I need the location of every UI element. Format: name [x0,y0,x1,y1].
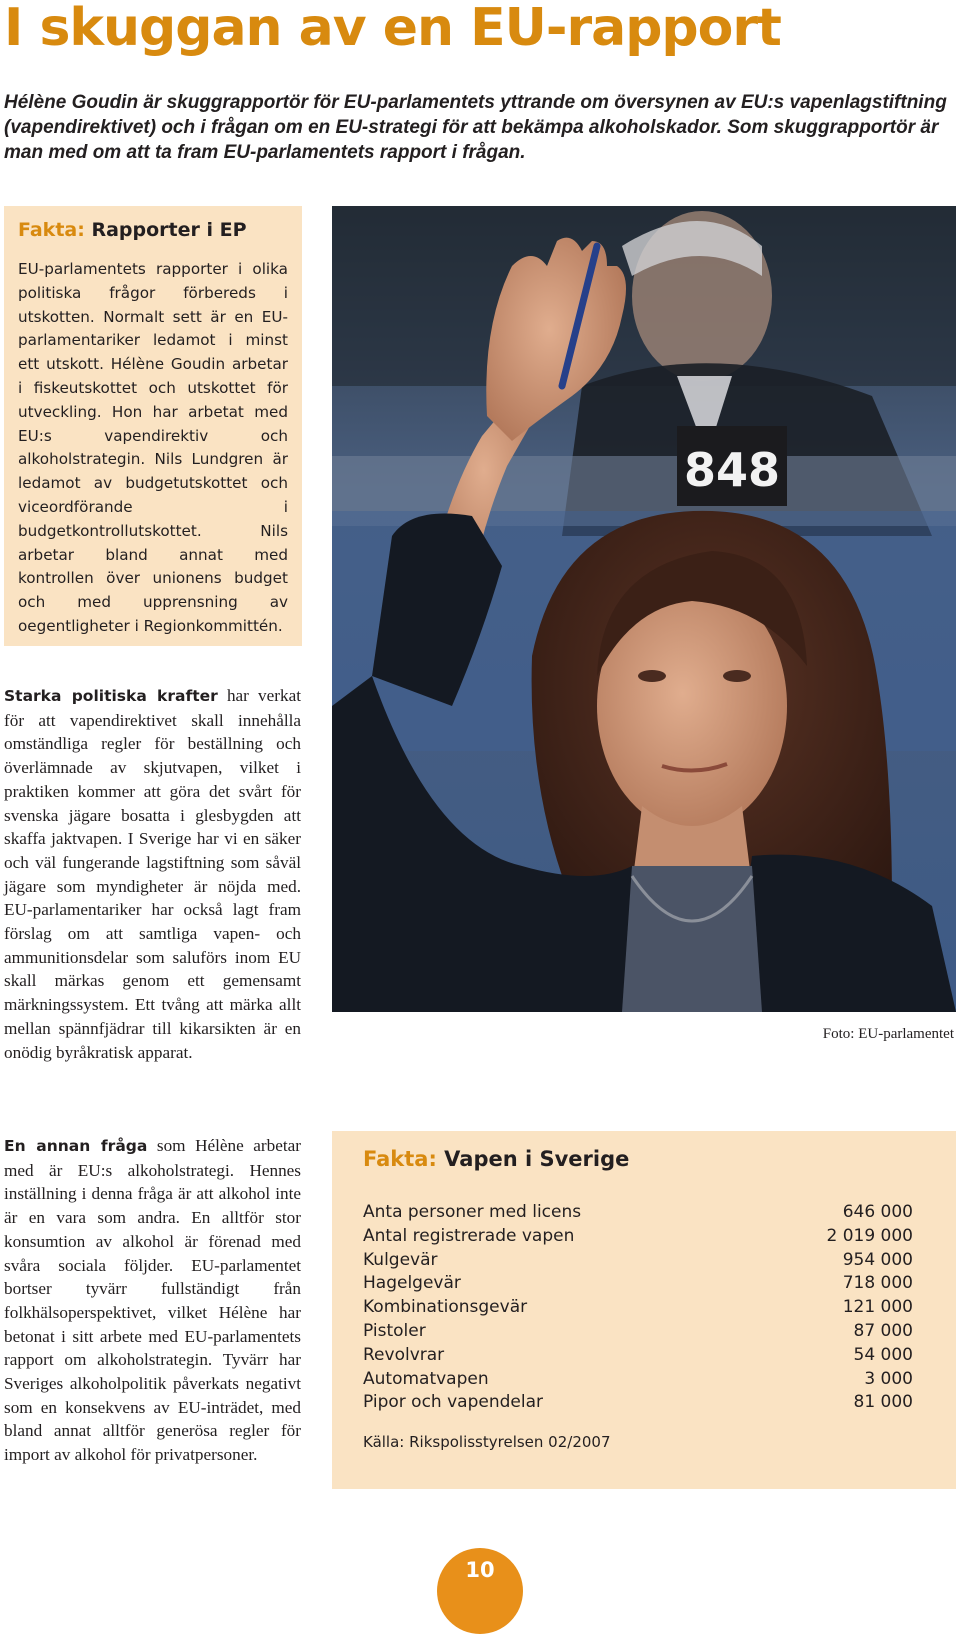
weapon-count: 121 000 [842,1297,913,1318]
weapon-count: 81 000 [853,1392,913,1413]
fact-prefix: Fakta: [18,219,85,241]
table-row [363,1391,913,1415]
table-row [363,1225,913,1249]
weapon-label: Antal registrerade vapen [363,1225,575,1246]
source-note: Källa: Rikspolisstyrelsen 02/2007 [363,1433,611,1452]
weapon-count: 954 000 [842,1249,913,1270]
table-row [363,1320,913,1344]
photo-illustration [332,206,956,1012]
page-number-badge [437,1548,523,1634]
fact-box-weapons [332,1131,956,1489]
photo-caption: Foto: EU-parlamentet [822,1026,954,1042]
article-ingress: Hélène Goudin är skuggrapportör för EU-parlamentets yttrande om översynen av EU:s vapenlagstiftning (vapendirektivet) och i frågan om en EU-strategi för att bekämpa alkoholskador. Som skuggrapportör är man med om att ta fram EU-parlamentets rapport i frågan. [4,92,947,163]
fact-body: EU-parlamentets rapporter i olika politiska frågor förbereds i utskotten. Normalt sett är en EU-parlamentariker ledamot i minst ett utskott. Hélène Goudin arbetar i fiskeutskottet och utskottet för utveckling. Hon har arbetat med EU:s vapendirektiv och alkoholstrategin. Nils Lundgren är ledamot av budgetutskottet och viceordförande i budgetkontrollutskottet. Nils arbetar bland annat med kontrollen över unionens budget och med upprensning av oegentligheter i Regionkommittén. [18,260,288,635]
paragraph-text: har verkat för att vapendirektivet skall innehålla omständliga regler för beställning och överlämnade av skjutvapen, vilket i praktiken kommer att göra det svårt för svenska jägare bosatta i glesbygden att skaffa jaktvapen. I Sverige har vi en säker och väl fungerande lagstiftning som såväl jägare som myndigheter är nöjda med. EU-parlamentariker har också lagt fram förslag om att samtliga vapen- och ammunitionsdelar som saluförs inom EU skall märkas genom ett gemensamt märkningssystem. Ett tvång att märka allt mellan spännfjädrar till kikarsikten är en onödig byråkratisk apparat. [4,686,301,1062]
weapon-count: 646 000 [842,1202,913,1222]
photo-parliament-vote [332,206,956,1012]
weapon-label: Pipor och vapendelar [363,1392,543,1413]
weapon-count: 3 000 [864,1368,913,1389]
paragraph-lead: Starka politiska krafter [4,687,218,705]
article-title: I skuggan av en EU-rapport [4,0,781,58]
weapon-count: 2 019 000 [826,1225,913,1246]
fact-title: Vapen i Sverige [444,1147,630,1171]
paragraph-lead: En annan fråga [4,1137,148,1155]
article-paragraph-weapons [4,684,301,1064]
table-row [363,1201,913,1225]
weapon-label: Anta personer med licens [363,1202,582,1222]
table-row [363,1249,913,1273]
fact-box-reports [4,206,302,646]
fact-box-heading [18,216,288,244]
fact-title: Rapporter i EP [91,219,247,241]
weapon-count: 87 000 [853,1320,913,1341]
fact-prefix: Fakta: [363,1147,437,1171]
weapon-label: Kombinationsgevär [363,1297,528,1318]
page-number: 10 [465,1558,495,1582]
weapons-table [363,1201,913,1415]
weapon-label: Pistoler [363,1320,426,1341]
table-row [363,1296,913,1320]
weapon-count: 54 000 [853,1344,913,1365]
weapon-label: Revolvrar [363,1344,445,1365]
weapon-label: Kulgevär [363,1249,438,1270]
paragraph-text: som Hélène arbetar med är EU:s alkoholstrategi. Hennes inställning i denna fråga är att alkohol inte är en vara som andra. En alltför stor konsumtion av alkohol är förenad med svåra sociala följder. EU-parlamentet bortser tyvärr fullständigt från folkhälsoperspektivet, vilket Hélène har betonat i sitt arbete med EU-parlamentets rapport om alkoholstrategin. Tyvärr har Sveriges alkoholpolitik påverkats negativt som en konsekvens av EU-inträdet, med bland annat alltför generösa regler för import av alkohol för privatpersoner. [4,1136,301,1465]
table-row [363,1344,913,1368]
nameplate-number: 848 [683,443,781,497]
weapon-label: Hagelgevär [363,1273,461,1294]
weapon-count: 718 000 [842,1273,913,1294]
table-row [363,1272,913,1296]
fact-box-heading [363,1145,925,1173]
article-paragraph-alcohol [4,1134,301,1467]
weapon-label: Automatvapen [363,1368,489,1389]
table-row [363,1368,913,1392]
